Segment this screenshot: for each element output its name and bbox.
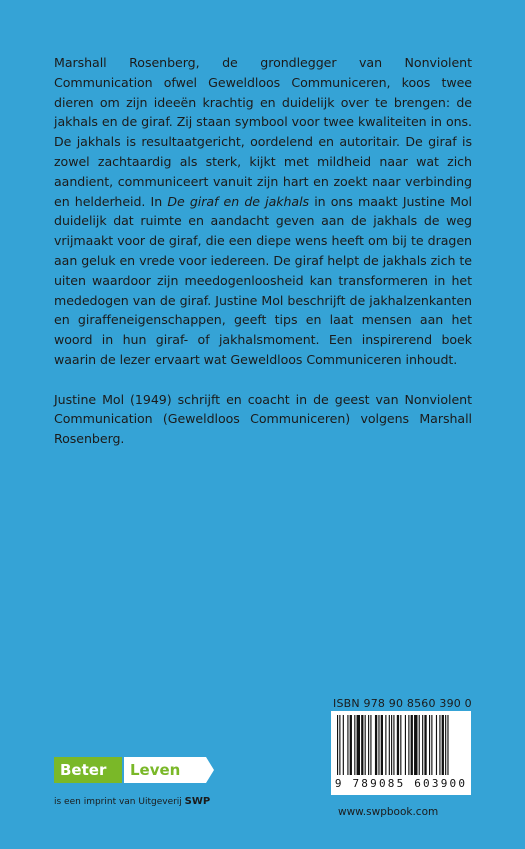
barcode — [331, 711, 471, 795]
barcode-bar — [436, 715, 437, 775]
barcode-bar — [365, 715, 366, 775]
barcode-bar — [445, 715, 446, 775]
barcode-bar — [422, 715, 423, 775]
barcode-bar — [354, 715, 355, 775]
publisher-name: SWP — [184, 796, 211, 807]
barcode-bar — [357, 715, 360, 775]
website-url: www.swpbook.com — [338, 806, 439, 818]
barcode-bar — [381, 715, 383, 775]
barcode-bar — [439, 715, 440, 775]
logo-word-beter: Beter — [54, 757, 122, 783]
barcode-bar — [419, 715, 420, 775]
barcode-bar — [343, 715, 344, 775]
barcode-bar — [370, 715, 371, 775]
barcode-bar — [385, 715, 386, 775]
author-bio: Justine Mol (1949) schrijft en coacht in de geest van Nonviolent Communication (Geweldloos Communiceren) volgens Marshall Rosenberg. — [54, 391, 472, 447]
barcode-bar — [378, 715, 379, 775]
barcode-bar — [397, 715, 399, 775]
barcode-bar — [429, 715, 430, 775]
barcode-bar — [337, 715, 338, 775]
barcode-bar — [350, 715, 352, 775]
back-cover-blurb — [54, 53, 472, 449]
barcode-bar — [447, 715, 448, 775]
barcode-bar — [391, 715, 392, 775]
barcode-bar — [368, 715, 369, 775]
barcode-bar — [400, 715, 401, 775]
barcode-bar — [405, 715, 406, 775]
barcode-digits: 9 789085 603900 — [334, 777, 468, 790]
isbn-label: ISBN 978 90 8560 390 0 — [333, 697, 472, 710]
logo-word-leven: Leven — [124, 757, 206, 783]
barcode-bar — [389, 715, 390, 775]
barcode-bar — [411, 715, 413, 775]
book-title: De giraf en de jakhals — [167, 193, 310, 209]
barcode-bar — [431, 715, 432, 775]
blurb-text-continued: in ons maakt Justine Mol duidelijk dat ruimte en aandacht geven aan de jakhals de weg vrijmaakt voor de giraf, die een diepe wens heeft om bij te dragen aan geluk en vrede voor iedereen. De giraf helpt de jakhals zich te uiten waardoor zijn meedogenloosheid kan transformeren in het mededogen van de giraf. Justine Mol beschrijft de jakhalzenkanten en giraffeneigenschappen, geeft tips en laat mensen aan het woord in hun giraf- of jakhalsmoment. Een inspirerend boek waarin de lezer ervaart wat Geweldloos Communiceren inhoudt. — [54, 193, 472, 367]
barcode-bar — [408, 715, 409, 775]
barcode-bar — [375, 715, 377, 775]
blurb-paragraph-1 — [54, 53, 472, 370]
barcode-bar — [347, 715, 348, 775]
barcode-bar — [414, 715, 417, 775]
barcode-bar — [424, 715, 426, 775]
barcode-bars — [331, 711, 471, 777]
blurb-text-intro: Marshall Rosenberg, de grondlegger van Nonviolent Communication ofwel Geweldloos Communiceren, koos twee dieren om zijn ideeën krachtig en duidelijk over te brengen: de jakhals en de giraf. Zij staan symbool voor twee kwaliteiten in ons. De jakhals is resultaatgericht, oordelend en autoritair. De giraf is zowel zachtaardig als sterk, kijkt met mildheid naar wat zich aandient, communiceert vanuit zijn hart en zoekt naar verbinding en helderheid. In — [54, 55, 472, 209]
barcode-bar — [442, 715, 444, 775]
barcode-bar — [339, 715, 340, 775]
barcode-bar — [361, 715, 363, 775]
barcode-bar — [393, 715, 394, 775]
imprint-text: is een imprint van Uitgeverij — [54, 797, 185, 807]
logo-arrow-icon — [54, 757, 214, 783]
imprint-line — [54, 796, 210, 807]
